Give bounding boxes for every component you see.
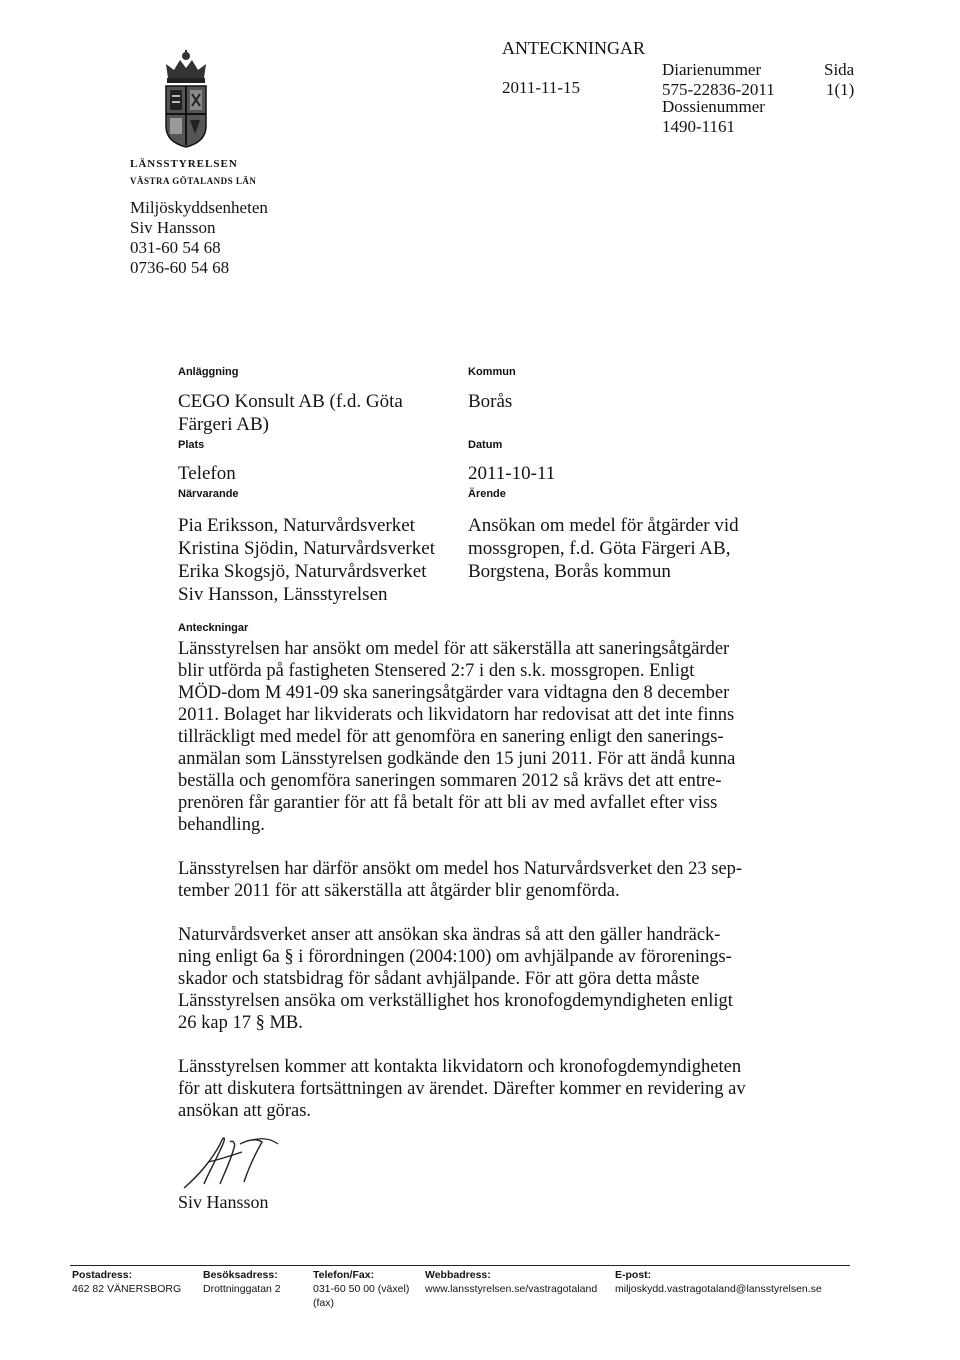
page-label: Sida xyxy=(824,60,855,79)
webb-label: Webbadress: xyxy=(425,1269,491,1281)
notes-paragraph-4: Länsstyrelsen kommer att kontakta likvidatorn och kronofogdemyndigheten för att diskutera fortsättningen av ärendet. Därefter kommer en revidering av ansökan att göras. xyxy=(178,1057,746,1121)
epost-link[interactable]: miljoskydd.vastragotaland@lansstyrelsen.se xyxy=(615,1283,822,1295)
besoksadress-value: Drottninggatan 2 xyxy=(203,1283,281,1295)
footer-webbadress xyxy=(425,1268,597,1296)
page-number: 1(1) xyxy=(826,80,855,99)
postadress-value: 462 82 VÄNERSBORG xyxy=(72,1283,182,1295)
datum-label: Datum xyxy=(468,439,503,451)
arende-label: Ärende xyxy=(468,488,506,500)
footer-divider xyxy=(70,1265,850,1266)
document-title: ANTECKNINGAR xyxy=(502,38,645,58)
epost-label: E-post: xyxy=(615,1269,652,1281)
anlaggning-label: Anläggning xyxy=(178,366,239,378)
organization-name: LÄNSSTYRELSEN xyxy=(130,158,238,170)
telefon-label: Telefon/Fax: xyxy=(313,1269,375,1281)
anlaggning-value: CEGO Konsult AB (f.d. Göta Färgeri AB) xyxy=(178,391,403,435)
footer-besoksadress xyxy=(203,1268,281,1296)
dossienummer-value: 1490-1161 xyxy=(662,117,736,136)
besoksadress-label: Besöksadress: xyxy=(203,1269,278,1281)
datum-value: 2011-10-11 xyxy=(468,463,556,484)
organization-region: VÄSTRA GÖTALANDS LÄN xyxy=(130,176,257,186)
notes-paragraph-3: Naturvårdsverket anser att ansökan ska ändras så att den gäller handräck- ning enligt 6a § i förordningen (2004:100) om avhjälpande av förorenings- skador och statsbidrag för sådant avhjälpande. För att göra detta måste Länsstyrelsen ansöka om verkställighet hos kronofogdemyndigheten enligt 26 kap 17 § MB. xyxy=(178,925,733,1033)
arende-value: Ansökan om medel för åtgärder vid mossgropen, f.d. Göta Färgeri AB, Borgstena, Borås kommun xyxy=(468,515,739,582)
telefon-value: 031-60 50 00 (växel) (fax) xyxy=(313,1283,410,1309)
notes-paragraph-2: Länsstyrelsen har därför ansökt om medel hos Naturvårdsverket den 23 sep- tember 2011 för att säkerställa att åtgärder blir genomförda. xyxy=(178,859,743,901)
diarienummer-value: 575-22836-2011 xyxy=(662,80,775,99)
narvarande-list: Pia Eriksson, Naturvårdsverket Kristina Sjödin, Naturvårdsverket Erika Skogsjö, Naturvårdsverket Siv Hansson, Länsstyrelsen xyxy=(178,515,435,605)
kommun-label: Kommun xyxy=(468,366,516,378)
webb-link[interactable]: www.lansstyrelsen.se/vastragotaland xyxy=(425,1283,598,1295)
notes-paragraph-1: Länsstyrelsen har ansökt om medel för att säkerställa att saneringsåtgärder blir utförda på fastigheten Stensered 2:7 i den s.k. mossgropen. Enligt MÖD-dom M 491-09 ska saneringsåtgärder vara vidtagna den 8 december 2011. Bolaget har likviderats och likvidatorn har redovisat att det inte finns tillräckligt med medel för att genomföra en sanering enligt den sanerings- anmälan som Länsstyrelsen godkände den 15 juni 2011. För att ändå kunna beställa och genomföra saneringen sommaren 2012 så krävs det att entre- prenören får garantier för att få betalt för att bli av med avfallet efter viss behandling. xyxy=(178,639,736,835)
footer-epost xyxy=(615,1268,822,1296)
signatory-name: Siv Hansson xyxy=(178,1192,269,1212)
footer-telefon xyxy=(313,1268,409,1310)
handwritten-signature xyxy=(178,1132,298,1192)
dossienummer-label: Dossienummer xyxy=(662,97,765,116)
plats-label: Plats xyxy=(178,439,205,451)
coat-of-arms-icon xyxy=(158,48,214,148)
plats-value: Telefon xyxy=(178,463,236,484)
document-date: 2011-11-15 xyxy=(502,78,581,97)
postadress-label: Postadress: xyxy=(72,1269,133,1281)
diarienummer-label: Diarienummer xyxy=(662,60,762,79)
sender-details: Miljöskyddsenheten Siv Hansson 031-60 54 68 0736-60 54 68 xyxy=(130,198,268,277)
footer-postadress xyxy=(72,1268,181,1296)
kommun-value: Borås xyxy=(468,391,513,412)
narvarande-label: Närvarande xyxy=(178,488,239,500)
anteckningar-label: Anteckningar xyxy=(178,622,249,634)
